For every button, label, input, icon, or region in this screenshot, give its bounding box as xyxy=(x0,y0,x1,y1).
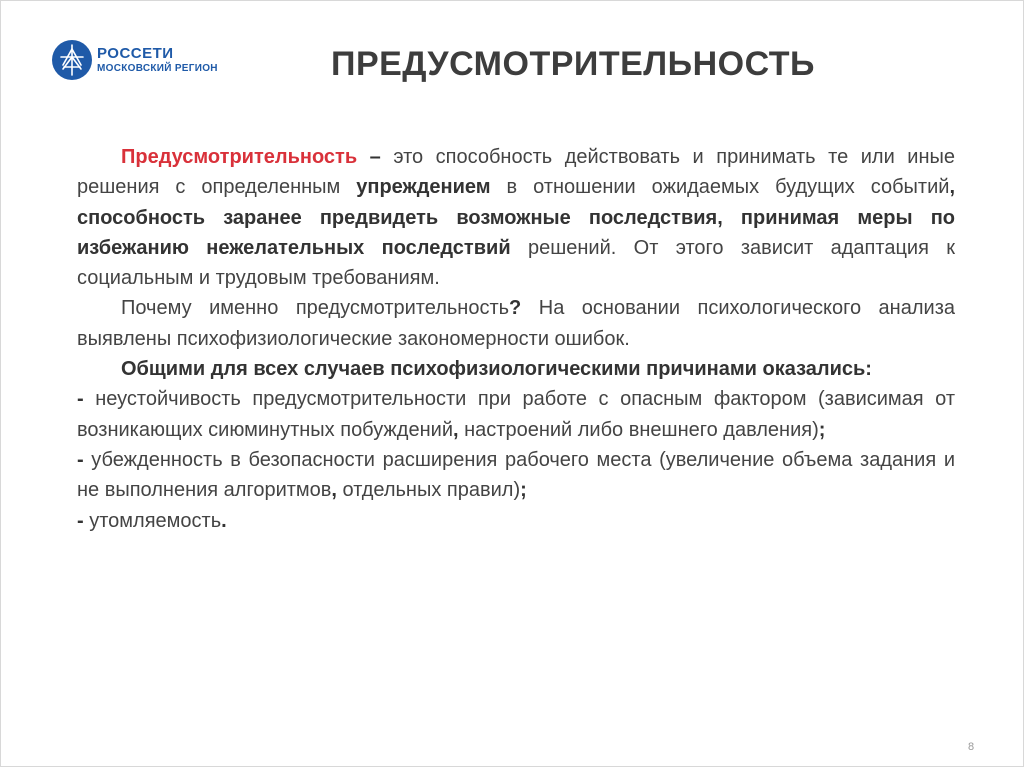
list-item-text: настроений либо внешнего давления) xyxy=(458,418,819,441)
page-number: 8 xyxy=(968,741,975,753)
list-item-text: убежденность в безопасности расширения рабочего места (увеличение объема задания и не выполнения алгоритмов xyxy=(77,448,955,502)
list-bullet: - xyxy=(77,509,84,532)
list-bullet: - xyxy=(77,448,84,471)
question-text-1: Почему именно предусмотрительность xyxy=(121,297,510,320)
definition-text-3: решений. От этого зависит адаптация к социальным и трудовым требованиям. xyxy=(77,236,955,290)
definition-text-1: это способность действовать и принимать те или иные решения с определенным xyxy=(77,146,955,199)
question-text-2: На основании психологического анализа выявлены психофизиологические закономерности ошибок. xyxy=(77,297,955,350)
list-item-punct: , xyxy=(331,479,337,502)
definition-text-2: в отношении ожидаемых будущих событий xyxy=(490,176,950,199)
term-dash: – xyxy=(357,146,394,168)
company-logo xyxy=(51,39,218,81)
list-item xyxy=(77,506,955,536)
list-item xyxy=(77,445,955,506)
list-item-punct: ; xyxy=(818,418,826,441)
list-item-punct: , xyxy=(453,418,459,441)
list-item-punct: . xyxy=(221,509,227,532)
brand-subtitle: МОСКОВСКИЙ РЕГИОН xyxy=(97,63,218,74)
rosseti-emblem-icon xyxy=(51,39,93,81)
question-mark: ? xyxy=(509,297,522,320)
list-item-text: утомляемость xyxy=(83,509,222,532)
question-paragraph xyxy=(77,293,955,354)
definition-bold-1: упреждением xyxy=(356,176,491,199)
slide-body xyxy=(77,142,955,536)
definition-bold-2: , способность заранее предвидеть возможные последствия, принимая меры по избежанию нежелательных последствий xyxy=(77,176,955,259)
definition-paragraph xyxy=(77,142,955,293)
highlighted-term: Предусмотрительность xyxy=(121,146,358,168)
list-bullet: - xyxy=(77,388,84,411)
causes-heading xyxy=(77,354,955,384)
list-item-text: отдельных правил) xyxy=(336,479,521,502)
list-item-text: неустойчивость предусмотрительности при работе с опасным фактором (зависимая от возникающих сиюминутных побуждений xyxy=(77,388,955,441)
list-item xyxy=(77,384,955,445)
list-item-punct: ; xyxy=(520,479,527,502)
page-title: ПРЕДУСМОТРИТЕЛЬНОСТЬ xyxy=(331,45,815,83)
causes-heading-text: Общими для всех случаев психофизиологическими причинами оказались: xyxy=(121,358,872,381)
brand-name: РОССЕТИ xyxy=(97,45,174,62)
